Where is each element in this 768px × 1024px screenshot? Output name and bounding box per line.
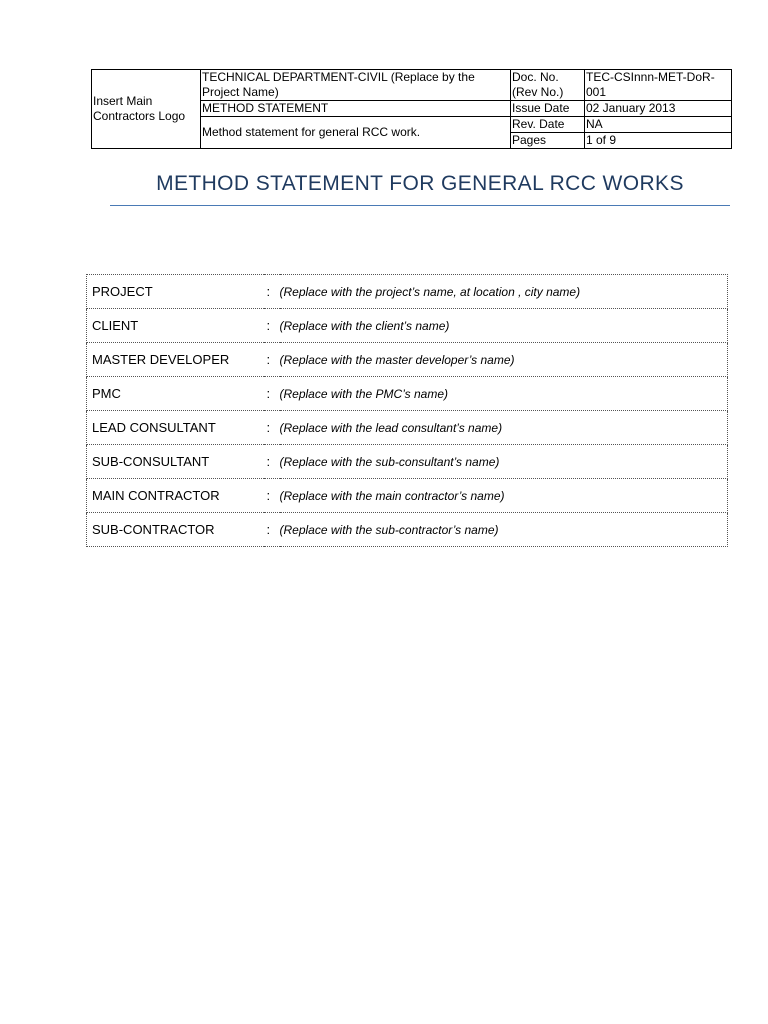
info-label: LEAD CONSULTANT	[87, 411, 264, 445]
info-label: MAIN CONTRACTOR	[87, 479, 264, 513]
info-label: SUB-CONTRACTOR	[87, 513, 264, 547]
description-cell: Method statement for general RCC work.	[201, 117, 511, 149]
info-row-lead-consultant	[87, 411, 728, 445]
info-value: (Replace with the master developer’s name)	[280, 343, 728, 377]
info-value: (Replace with the sub-consultant’s name)	[280, 445, 728, 479]
document-header-table	[91, 69, 732, 149]
info-label: SUB-CONSULTANT	[87, 445, 264, 479]
document-type-cell: METHOD STATEMENT	[201, 101, 511, 117]
info-colon: :	[264, 411, 280, 445]
info-row-project	[87, 275, 728, 309]
info-label: PMC	[87, 377, 264, 411]
info-value: (Replace with the main contractor’s name)	[280, 479, 728, 513]
info-colon: :	[264, 275, 280, 309]
info-label: PROJECT	[87, 275, 264, 309]
info-value: (Replace with the project’s name, at location , city name)	[280, 275, 728, 309]
info-colon: :	[264, 377, 280, 411]
document-title: METHOD STATEMENT FOR GENERAL RCC WORKS	[156, 172, 684, 195]
rev-date-value: NA	[585, 117, 732, 133]
info-label: MASTER DEVELOPER	[87, 343, 264, 377]
info-row-sub-contractor	[87, 513, 728, 547]
project-info-table	[86, 274, 728, 547]
issue-date-value: 02 January 2013	[585, 101, 732, 117]
info-row-master-developer	[87, 343, 728, 377]
info-row-sub-consultant	[87, 445, 728, 479]
info-row-pmc	[87, 377, 728, 411]
info-value: (Replace with the PMC’s name)	[280, 377, 728, 411]
pages-value: 1 of 9	[585, 133, 732, 149]
info-label: CLIENT	[87, 309, 264, 343]
info-value: (Replace with the sub-contractor’s name)	[280, 513, 728, 547]
info-colon: :	[264, 343, 280, 377]
doc-no-value: TEC-CSInnn-MET-DoR-001	[585, 70, 732, 101]
info-colon: :	[264, 513, 280, 547]
doc-no-label: Doc. No. (Rev No.)	[511, 70, 585, 101]
info-colon: :	[264, 445, 280, 479]
logo-placeholder: Insert Main Contractors Logo	[92, 70, 201, 149]
info-colon: :	[264, 309, 280, 343]
pages-label: Pages	[511, 133, 585, 149]
info-row-client	[87, 309, 728, 343]
department-cell: TECHNICAL DEPARTMENT-CIVIL (Replace by the Project Name)	[201, 70, 511, 101]
issue-date-label: Issue Date	[511, 101, 585, 117]
info-row-main-contractor	[87, 479, 728, 513]
rev-date-label: Rev. Date	[511, 117, 585, 133]
info-value: (Replace with the client’s name)	[280, 309, 728, 343]
title-underline	[110, 205, 730, 206]
info-value: (Replace with the lead consultant’s name)	[280, 411, 728, 445]
info-colon: :	[264, 479, 280, 513]
